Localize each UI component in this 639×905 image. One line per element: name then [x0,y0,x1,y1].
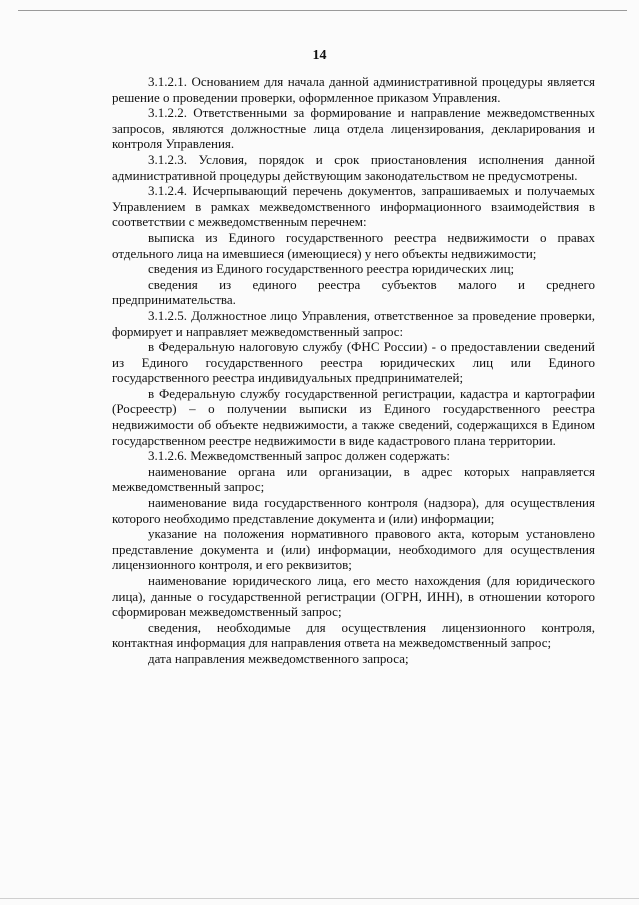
list-item-sme-register-info: сведения из единого реестра субъектов малого и среднего предпринимательства. [112,276,595,308]
paragraph-3-1-2-1: 3.1.2.1. Основанием для начала данной административной процедуры является решение о проведении проверки, оформленное приказом Управления. [112,74,595,105]
page-number: 14 [312,48,327,63]
list-item-control-type: наименование вида государственного контроля (надзора), для осуществления которого необходимо представление документа и (или) информации; [112,495,595,526]
list-item-rosreestr-request: в Федеральную службу государственной регистрации, кадастра и картографии (Росреестр) – о получении выписки из Единого государственного реестра недвижимости об объекте недвижимости, а также сведений, содержащихся в Едином государственном реестре недвижимости в виде кадастрового плана территории. [112,385,595,448]
list-item-egrul-info: сведения из Единого государственного реестра юридических лиц; [148,261,515,277]
document-body [112,74,595,667]
paragraph-3-1-2-4: 3.1.2.4. Исчерпывающий перечень документов, запрашиваемых и получаемых Управлением в рамках межведомственного информационного взаимодействия в соответствии с межведомственным перечнем: [112,183,595,230]
list-item-fns-request: в Федеральную налоговую службу (ФНС России) - о предоставлении сведений из Единого государственного реестра юридических лиц или Единого государственного реестра индивидуальных предпринимателей; [112,339,595,386]
top-scan-edge-line [18,10,627,11]
list-item-organ-name: наименование органа или организации, в адрес которых направляется межведомственный запрос; [112,463,595,495]
list-item-contact-info: сведения, необходимые для осуществления лицензионного контроля, контактная информация для направления ответа на межведомственный запрос; [112,619,595,651]
list-item-legal-entity: наименование юридического лица, его место нахождения (для юридического лица), данные о государственной регистрации (ОГРН, ИНН), в отношении которого сформирован межведомственный запрос; [112,573,595,620]
list-item-request-date: дата направления межведомственного запроса; [148,650,409,666]
bottom-scan-edge-line [0,898,639,899]
list-item-legal-act: указание на положения нормативного правового акта, которым установлено представление документа и (или) информации, необходимого для осуществления лицензионного контроля, и его реквизитов; [112,526,595,573]
list-item-egrn-extract: выписка из Единого государственного реестра недвижимости о правах отдельного лица на имевшиеся (имеющиеся) у него объекты недвижимости; [112,229,595,261]
paragraph-3-1-2-2: 3.1.2.2. Ответственными за формирование и направление межведомственных запросов, являются должностные лица отдела лицензирования, декларирования и контроля Управления. [112,105,595,152]
paragraph-3-1-2-5: 3.1.2.5. Должностное лицо Управления, ответственное за проведение проверки, формирует и направляет межведомственный запрос: [112,307,595,339]
paragraph-3-1-2-6: 3.1.2.6. Межведомственный запрос должен содержать: [148,448,450,464]
paragraph-3-1-2-3: 3.1.2.3. Условия, порядок и срок приостановления исполнения данной административной процедуры действующим законодательством не предусмотрены. [112,151,595,183]
